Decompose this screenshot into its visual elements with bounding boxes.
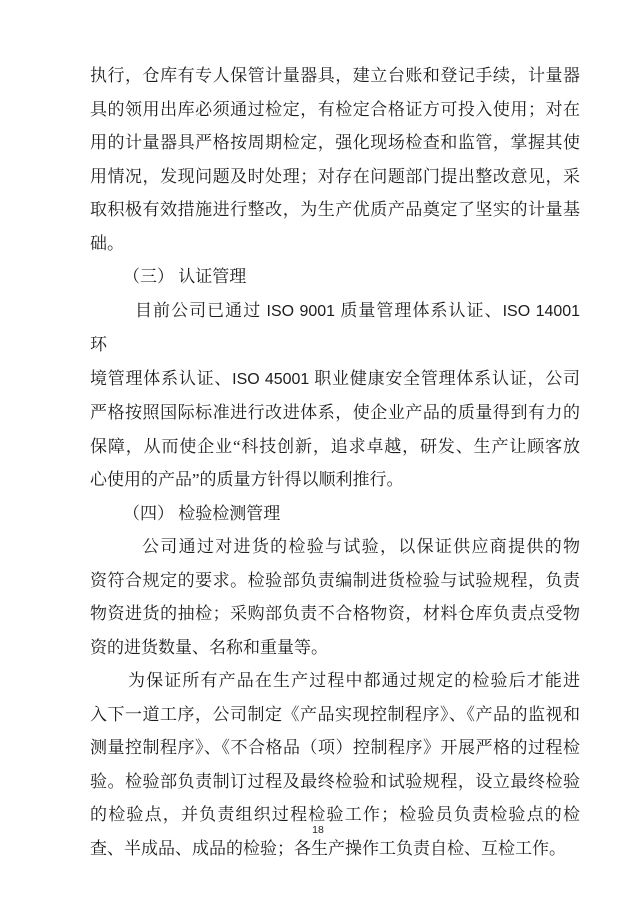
text-line: 保障，从而使企业“科技创新，追求卓越，研发、生产让顾客放	[90, 436, 580, 456]
text-line: 为保证所有产品在生产过程中都通过规定的检验后才能进	[128, 671, 580, 690]
latin-text: ISO 45001	[232, 370, 310, 388]
text-line: 目前公司已通过 ISO 9001 质量管理体系认证、ISO 14001 环	[90, 300, 580, 354]
text-line: 础。	[90, 233, 124, 253]
document-body	[90, 59, 580, 865]
latin-text: ISO 9001	[266, 302, 336, 320]
latin-text: ISO 14001	[502, 302, 580, 320]
text-line: 心使用的产品”的质量方针得以顺利推行。	[90, 470, 404, 489]
text-line: 取积极有效措施进行整改，为生产优质产品奠定了坚实的计量基	[90, 200, 580, 219]
paragraph	[90, 59, 580, 260]
paragraph	[90, 530, 580, 664]
paragraph	[90, 294, 580, 497]
text-line: 具的领用出库必须通过检定，有检定合格证方可投入使用；对在	[90, 99, 580, 119]
text-line: 物资进货的抽检；采购部负责不合格物资，材料仓库负责点受物	[90, 604, 580, 623]
text-line: （四） 检验检测管理	[123, 503, 281, 523]
text-line: 用情况，发现问题及时处理；对存在问题部门提出整改意见，采	[90, 166, 580, 186]
text-line: 资符合规定的要求。检验部负责编制进货检验与试验规程，负责	[90, 570, 580, 590]
text-line: 验。检验部负责制订过程及最终检验和试验规程，设立最终检验	[90, 771, 580, 791]
text-line: 入下一道工序，公司制定《产品实现控制程序》、《产品的监视和	[90, 704, 580, 724]
page-number: 18	[312, 824, 324, 836]
section-heading	[90, 497, 580, 531]
text-line: 用的计量器具严格按周期检定，强化现场检查和监管，掌握其使	[90, 133, 580, 152]
text-line: 严格按照国际标准进行改进体系，使企业产品的质量得到有力的	[90, 403, 580, 422]
text-line: 资的进货数量、名称和重量等。	[90, 637, 328, 657]
section-heading	[90, 260, 580, 294]
text-line: （三） 认证管理	[123, 267, 247, 286]
text-line: 境管理体系认证、ISO 45001 职业健康安全管理体系认证，公司	[90, 368, 581, 388]
text-line: 执行，仓库有专人保管计量器具，建立台账和登记手续，计量器	[90, 66, 580, 85]
text-line: 测量控制程序》、《不合格品（项）控制程序》开展严格的过程检	[90, 738, 580, 757]
text-line: 查、半成品、成品的检验；各生产操作工负责自检、互检工作。	[90, 838, 566, 858]
text-line: 的检验点，并负责组织过程检验工作；检验员负责检验点的检	[90, 805, 580, 824]
text-line: 公司通过对进货的检验与试验，以保证供应商提供的物	[142, 537, 580, 556]
